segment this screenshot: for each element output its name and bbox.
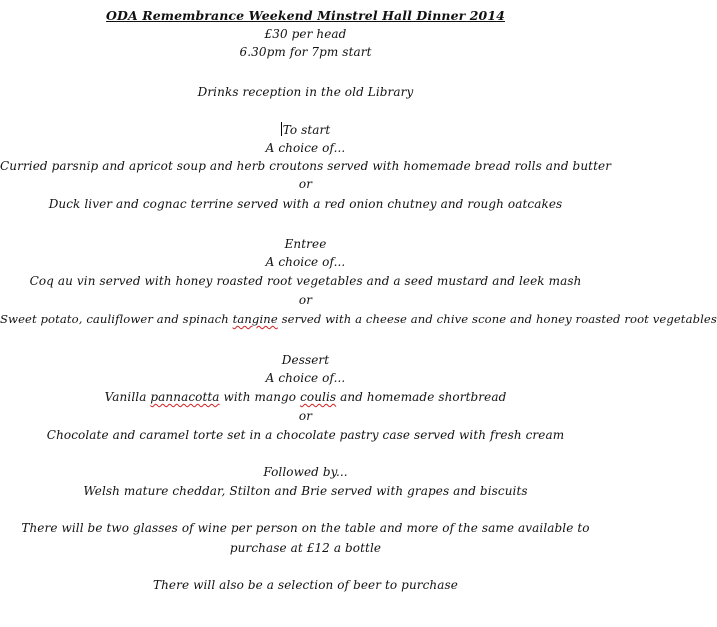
entree-option-1: Coq au vin served with honey roasted root vegetables and a seed mustard and leek mash bbox=[29, 274, 582, 288]
menu-title: ODA Remembrance Weekend Minstrel Hall Dinner 2014 bbox=[106, 8, 505, 23]
dessert-choice: A choice of... bbox=[265, 371, 346, 385]
beer-note: There will also be a selection of beer to purchase bbox=[153, 578, 458, 592]
wine-note-line-1: There will be two glasses of wine per person on the table and more of the same available to bbox=[21, 521, 590, 535]
dessert-option-1-part-e: and homemade shortbread bbox=[336, 390, 507, 404]
starter-or: or bbox=[298, 177, 313, 191]
cheese-option: Welsh mature cheddar, Stilton and Brie served with grapes and biscuits bbox=[83, 484, 528, 498]
dessert-option-1-misspelling-1: pannacotta bbox=[150, 390, 220, 404]
starter-heading bbox=[0, 122, 611, 138]
starter-choice: A choice of... bbox=[265, 141, 346, 155]
price-per-head: £30 per head bbox=[264, 27, 347, 41]
starter-option-2: Duck liver and cognac terrine served with a red onion chutney and rough oatcakes bbox=[48, 197, 563, 211]
dessert-option-1-misspelling-2: coulis bbox=[300, 390, 337, 404]
entree-option-2 bbox=[0, 311, 717, 327]
entree-option-2-part-a: Sweet potato, cauliflower and spinach bbox=[0, 312, 233, 326]
entree-option-2-part-c: served with a cheese and chive scone and honey roasted root vegetables bbox=[277, 312, 717, 326]
dessert-option-1 bbox=[0, 389, 611, 405]
entree-option-2-misspelling: tangine bbox=[232, 312, 278, 326]
starter-heading-text: To start bbox=[282, 123, 331, 137]
wine-note-line-2: purchase at £12 a bottle bbox=[229, 541, 382, 555]
cheese-heading: Followed by... bbox=[263, 465, 348, 479]
starter-option-1: Curried parsnip and apricot soup and herb croutons served with homemade bread rolls and butter bbox=[0, 159, 612, 173]
drinks-reception: Drinks reception in the old Library bbox=[197, 85, 414, 99]
dessert-option-2: Chocolate and caramel torte set in a chocolate pastry case served with fresh cream bbox=[46, 428, 565, 442]
entree-heading: Entree bbox=[284, 237, 327, 251]
dessert-option-1-part-c: with mango bbox=[219, 390, 301, 404]
text-cursor bbox=[281, 122, 282, 136]
entree-or: or bbox=[298, 293, 313, 307]
entree-choice: A choice of... bbox=[265, 255, 346, 269]
dessert-or: or bbox=[298, 409, 313, 423]
start-time: 6.30pm for 7pm start bbox=[239, 45, 372, 59]
dessert-heading: Dessert bbox=[281, 353, 330, 367]
dessert-option-1-part-a: Vanilla bbox=[104, 390, 151, 404]
